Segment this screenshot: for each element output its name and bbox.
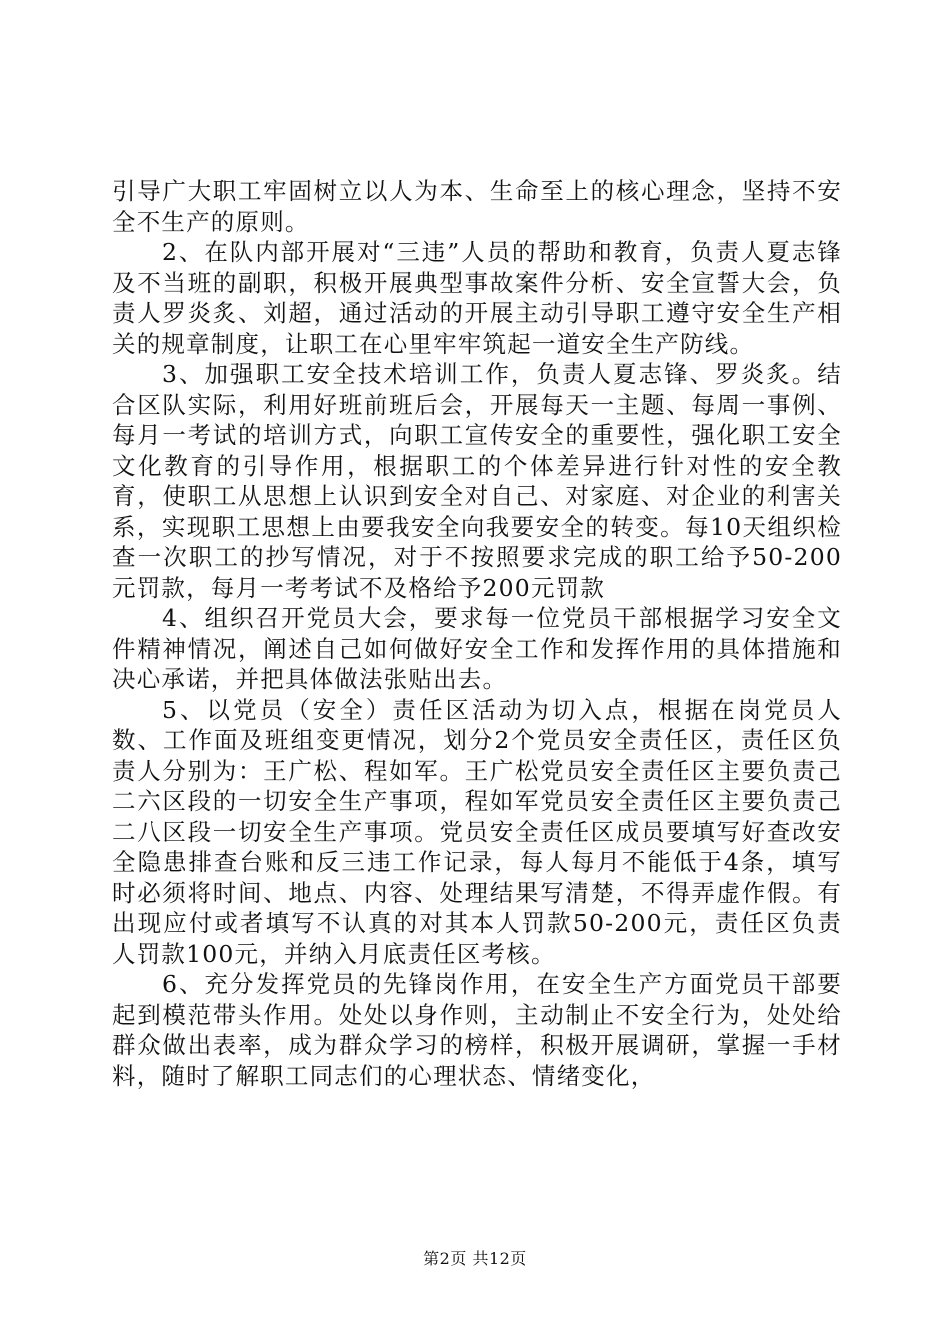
paragraph-4: 4、组织召开党员大会，要求每一位党员干部根据学习安全文件精神情况，阐述自己如何做好安全工作和发挥作用的具体措施和决心承诺，并把具体做法张贴出去。 <box>112 604 842 693</box>
paragraph-6: 6、充分发挥党员的先锋岗作用，在安全生产方面党员干部要起到模范带头作用。处处以身作则，主动制止不安全行为，处处给群众做出表率，成为群众学习的榜样，积极开展调研，掌握一手材料，随时了解职工同志们的心理状态、情绪变化， <box>112 970 842 1090</box>
paragraph-1: 引导广大职工牢固树立以人为本、生命至上的核心理念，坚持不安全不生产的原则。 <box>112 177 842 236</box>
document-body <box>112 176 842 1091</box>
page-number-footer: 第2页 共12页 <box>423 1249 527 1268</box>
paragraph-5: 5、以党员（安全）责任区活动为切入点，根据在岗党员人数、工作面及班组变更情况，划分2个党员安全责任区，责任区负责人分别为：王广松、程如军。王广松党员安全责任区主要负责己二六区段的一切安全生产事项，程如军党员安全责任区主要负责己二八区段一切安全生产事项。党员安全责任区成员要填写好查改安全隐患排查台账和反三违工作记录，每人每月不能低于4条，填写时必须将时间、地点、内容、处理结果写清楚，不得弄虚作假。有出现应付或者填写不认真的对其本人罚款50-200元，责任区负责人罚款100元，并纳入月底责任区考核。 <box>112 695 842 968</box>
paragraph-3: 3、加强职工安全技术培训工作，负责人夏志锋、罗炎炙。结合区队实际，利用好班前班后会，开展每天一主题、每周一事例、每月一考试的培训方式，向职工宣传安全的重要性，强化职工安全文化教育的引导作用，根据职工的个体差异进行针对性的安全教育，使职工从思想上认识到安全对自己、对家庭、对企业的利害关系，实现职工思想上由要我安全向我要安全的转变。每10天组织检查一次职工的抄写情况，对于不按照要求完成的职工给予50-200元罚款，每月一考考试不及格给予200元罚款 <box>112 360 842 602</box>
paragraph-2: 2、在队内部开展对“三违”人员的帮助和教育，负责人夏志锋及不当班的副职，积极开展典型事故案件分析、安全宣誓大会，负责人罗炎炙、刘超，通过活动的开展主动引导职工遵守安全生产相关的规章制度，让职工在心里牢牢筑起一道安全生产防线。 <box>112 238 842 358</box>
